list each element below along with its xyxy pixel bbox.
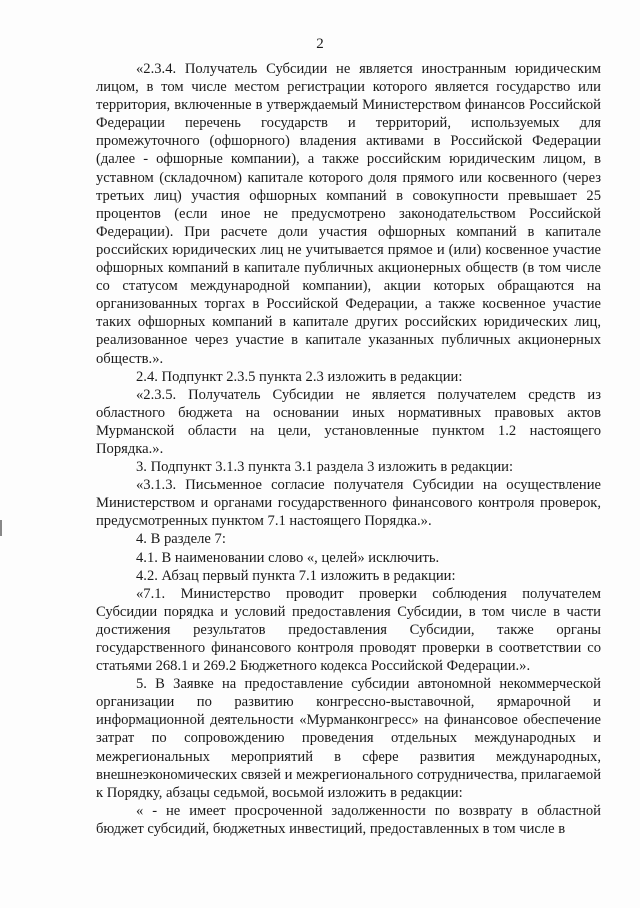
paragraph-4-2: 4.2. Абзац первый пункта 7.1 изложить в редакции: [136,567,456,584]
paragraph-4-1: 4.1. В наименовании слово «, целей» исключить. [136,549,440,566]
paragraph-2-3-4: «2.3.4. Получатель Субсидии не является иностранным юридическим лицом, в том числе местом регистрации которого является государство или территория, включенные в утверждаемый Министерством финансов Российской Федерации перечень государств и территорий, используемых для промежуточного (офшорного) владения активами в Российской Федерации (далее - офшорные компании), а также российским юридическим лицом, в уставном (складочном) капитале которого доля прямого или косвенного (через третьих лиц) участия офшорных компаний в совокупности превышает 25 процентов (если иное не предусмотрено законодательством Российской Федерации). При расчете доли участия офшорных компаний в капитале российских юридических лиц не учитывается прямое и (или) косвенное участие офшорных компаний в капитале публичных акционерных обществ (в том числе со статусом международной компании), акции которых обращаются на организованных торгах в Российской Федерации, а также косвенное участие таких офшорных компаний в капитале других российских юридических лиц, реализованное через участие в капитале указанных публичных акционерных обществ.». [96,61,601,367]
paragraph-3-1-3: «3.1.3. Письменное согласие получателя Субсидии на осуществление Министерством и органами государственного финансового контроля проверок, предусмотренных пунктом 7.1 настоящего Порядка.». [96,477,601,530]
document-body [96,60,601,838]
paragraph-4: 4. В разделе 7: [136,531,226,548]
paragraph-7-1: «7.1. Министерство проводит проверки соблюдения получателем Субсидии порядка и условий предоставления Субсидии, в том числе в части достижения результатов предоставления Субсидии, также органы государственного финансового контроля проводят проверки в соответствии со статьями 268.1 и 269.2 Бюджетного кодекса Российской Федерации.». [96,585,601,675]
paragraph-2-4: 2.4. Подпункт 2.3.5 пункта 2.3 изложить в редакции: [136,368,463,385]
scan-edge-mark [0,520,2,536]
paragraph-quote: « - не имеет просроченной задолженности по возврату в областной бюджет субсидий, бюджетных инвестиций, предоставленных в том числе в [96,802,601,837]
paragraph-5: 5. В Заявке на предоставление субсидии автономной некоммерческой организации по развитию конгрессно-выставочной, ярмарочной и информационной деятельности «Мурманконгресс» на финансовое обеспечение затрат по сопровождению проведения отдельных международных и межрегиональных мероприятий в сфере развития международных, внешнеэкономических связей и межрегионального сотрудничества, прилагаемой к Порядку, абзацы седьмой, восьмой изложить в редакции: [96,676,601,801]
page-number: 2 [316,36,324,52]
paragraph-2-3-5: «2.3.5. Получатель Субсидии не является получателем средств из областного бюджета на основании иных нормативных правовых актов Мурманской области на цели, установленные пунктом 1.2 настоящего Порядка.». [96,386,601,457]
paragraph-3: 3. Подпункт 3.1.3 пункта 3.1 раздела 3 изложить в редакции: [136,459,513,476]
